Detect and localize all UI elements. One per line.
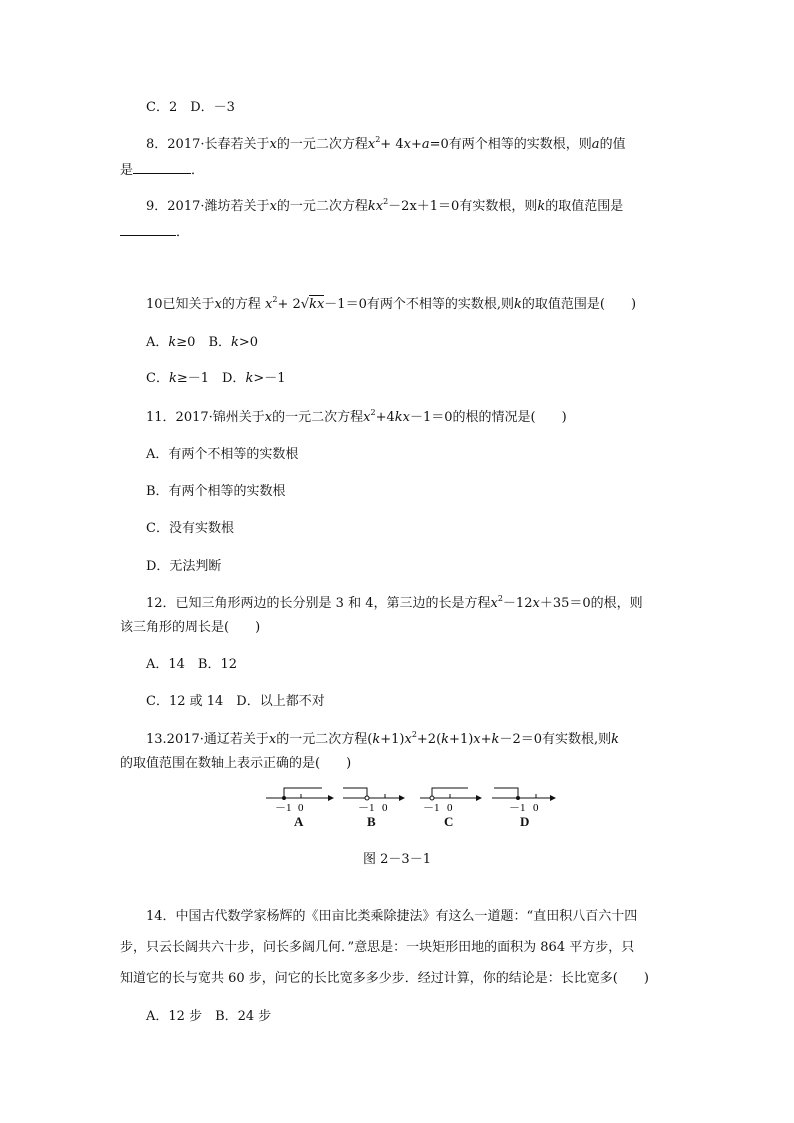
q11-option-a: A．有两个不相等的实数根 xyxy=(146,447,299,462)
number-line-d xyxy=(490,780,590,840)
svg-text:－1: －1 xyxy=(509,802,526,814)
q13-line1: 13.2017·通辽若关于x的一元二次方程$(k+1)x^2+2(k+1)x+k-2=0$有实数根,则k xyxy=(146,730,620,747)
q8-line2: 是 ． xyxy=(120,160,204,180)
q13-line2: 的取值范围在数轴上表示正确的是( ) xyxy=(120,756,352,771)
q10-options-ab: A．k≥0 B．k>0 xyxy=(146,335,259,350)
q14-line1: 14．中国古代数学家杨辉的《田亩比类乘除捷法》有这么一道题：“直田积八百六十四 xyxy=(146,909,638,924)
number-line-b-label[interactable]: B xyxy=(367,814,376,829)
q9-answer-blank[interactable] xyxy=(120,222,176,236)
q11-stem: 11．2017·锦州关于x的一元二次方程$x^2+4kx-1=0$的根的情况是( ) xyxy=(146,408,567,425)
q11-option-c: C．没有实数根 xyxy=(146,521,234,536)
sqrt-sign-icon: √ xyxy=(300,297,310,312)
q12-options-ab: A．14 B．12 xyxy=(146,657,238,672)
q11-option-d: D．无法判断 xyxy=(146,559,222,574)
q14-options-ab: A．12 步 B．24 步 xyxy=(146,1009,272,1024)
number-line-a-label[interactable]: A xyxy=(294,814,304,829)
number-line-d-graphic xyxy=(490,780,590,814)
q12-line1: 12．已知三角形两边的长分别是 3 和 4，第三边的长是方程$x^2-12x+35=0$的根，则 xyxy=(146,594,643,611)
number-line-d-label[interactable]: D xyxy=(520,814,530,829)
number-line-c-label[interactable]: C xyxy=(444,814,454,829)
svg-text:0: 0 xyxy=(447,802,453,814)
q8-line1: 8．2017·长春若关于x的一元二次方程$x^2+ 4x+a=0$有两个相等的实数根，则a的值 xyxy=(146,135,626,152)
q14-line2: 步，只云长阔共六十步，问长多阔几何．”意思是：一块矩形田地的面积为 864 平方步，只 xyxy=(120,940,635,955)
svg-text:－1: －1 xyxy=(275,802,292,814)
figure-caption: 图 2－3－1 xyxy=(363,852,431,867)
q12-options-cd: C．12 或 14 D．以上都不对 xyxy=(146,694,325,709)
svg-text:－1: －1 xyxy=(358,802,375,814)
q9-line2: ． xyxy=(120,222,189,242)
q12-line2: 该三角形的周长是( ) xyxy=(120,620,261,635)
q7-options-cd: C．2 D．－3 xyxy=(146,100,235,115)
q10-options-cd: C．k≥－1 D．k>－1 xyxy=(146,371,286,386)
svg-text:0: 0 xyxy=(533,802,539,814)
svg-text:0: 0 xyxy=(382,802,388,814)
q9-line1: 9．2017·潍坊若关于x的一元二次方程$kx^2-2x+1=0$有实数根，则k的取值范围是 xyxy=(146,197,624,214)
q8-answer-blank[interactable] xyxy=(133,160,191,174)
q10-line1: 10已知关于x的方程 $x^2+ 2√kx-1=0$有两个不相等的实数根,则k的取值范围是( ) xyxy=(146,295,637,312)
svg-text:－1: －1 xyxy=(423,802,440,814)
q14-line3: 知道它的长与宽共 60 步，问它的长比宽多多少步．经过计算，你的结论是：长比宽多( ) xyxy=(120,971,649,986)
svg-text:0: 0 xyxy=(298,802,304,814)
q11-option-b: B．有两个相等的实数根 xyxy=(146,484,286,499)
